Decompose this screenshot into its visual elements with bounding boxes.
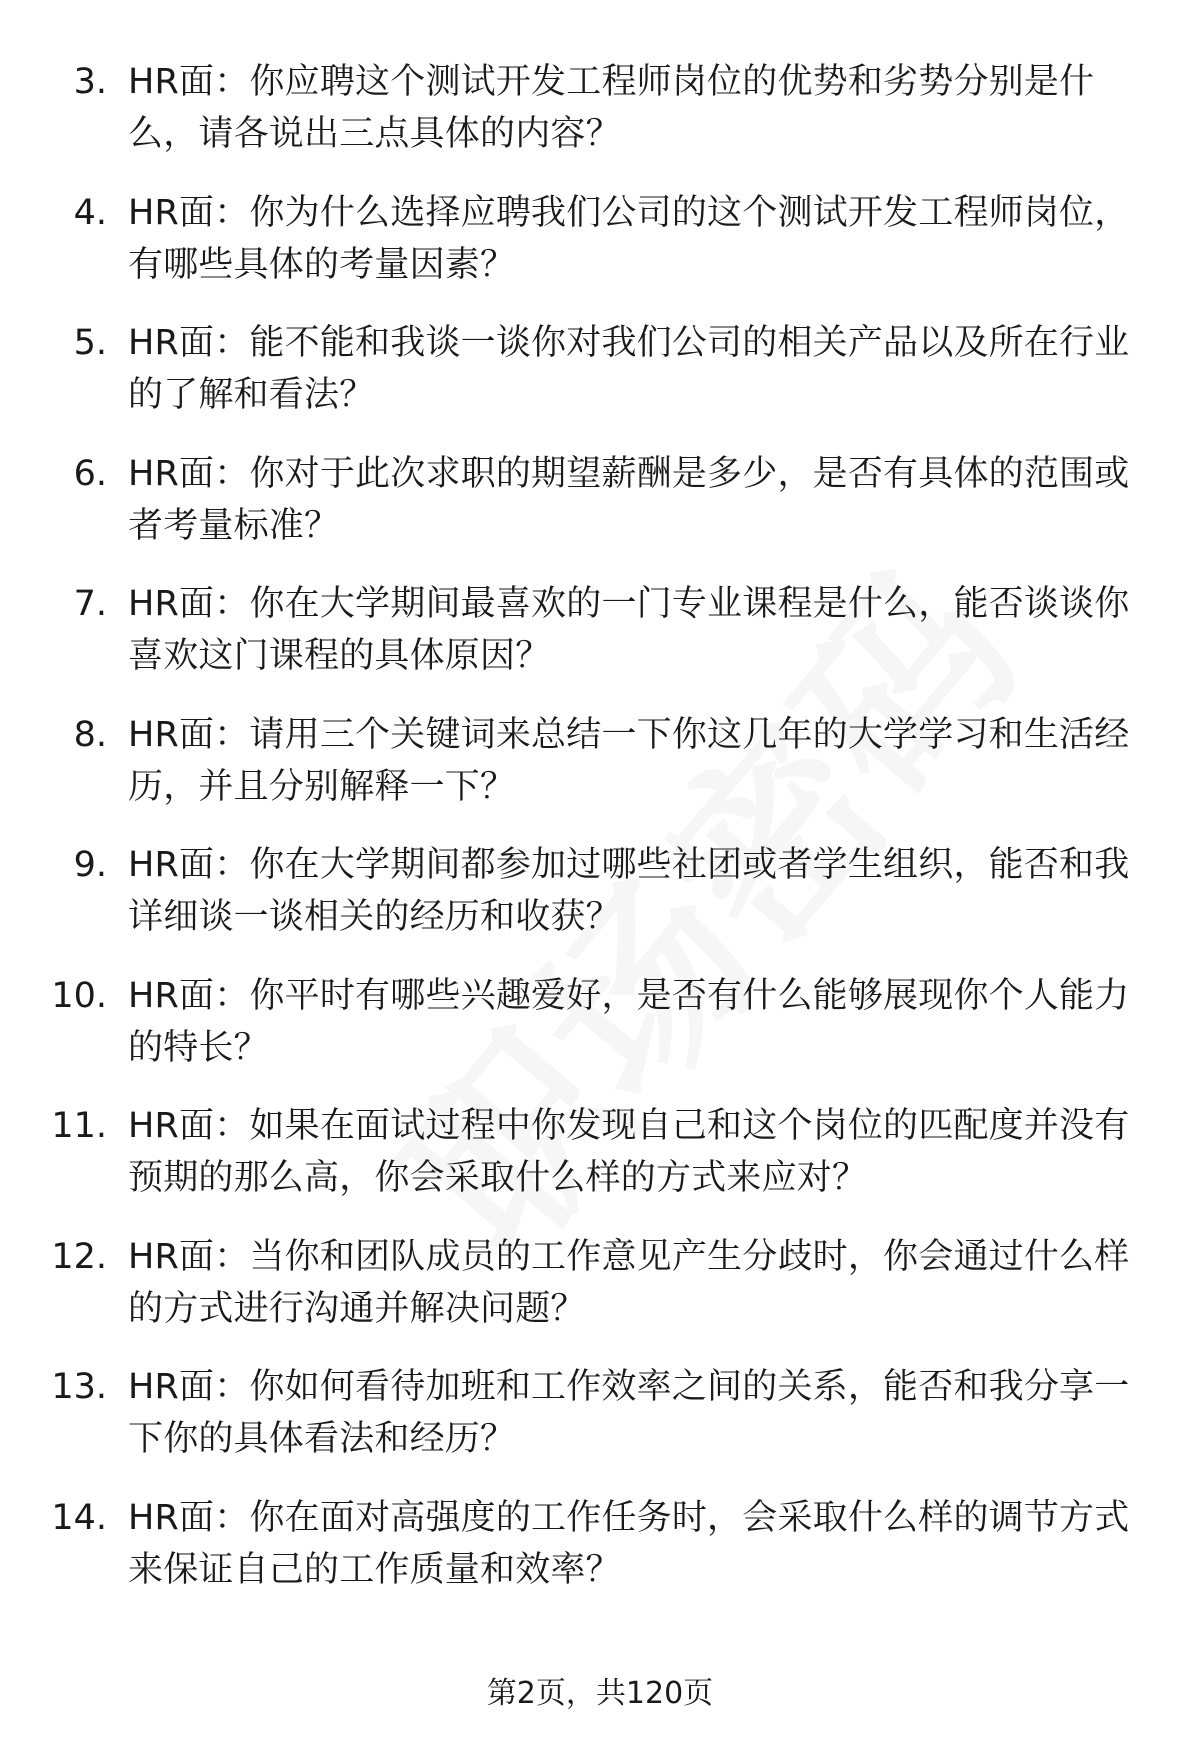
question-number: 10. (51, 975, 107, 1016)
question-text: HR面：当你和团队成员的工作意见产生分歧时，你会通过什么样的方式进行沟通并解决问题？ (128, 1236, 1130, 1329)
question-item (0, 1100, 1200, 1231)
question-number: 5. (73, 323, 107, 363)
question-text: HR面：请用三个关键词来总结一下你这几年的大学学习和生活经历，并且分别解释一下？ (128, 714, 1130, 807)
question-text: HR面：如果在面试过程中你发现自己和这个岗位的匹配度并没有预期的那么高，你会采取什么样的方式来应对？ (128, 1106, 1130, 1198)
question-item (0, 970, 1200, 1101)
question-item (0, 1492, 1200, 1623)
question-text: HR面：你为什么选择应聘我们公司的这个测试开发工程师岗位，有哪些具体的考量因素？ (128, 192, 1130, 285)
page-number-label: 第2页，共120页 (486, 1676, 714, 1711)
question-text: HR面：你在大学期间都参加过哪些社团或者学生组织，能否和我详细谈一谈相关的经历和收获？ (128, 845, 1130, 937)
question-item (0, 1361, 1200, 1492)
question-list (0, 56, 1200, 1622)
question-item (0, 317, 1200, 448)
question-item (0, 709, 1200, 840)
question-number: 3. (73, 62, 107, 102)
question-number: 4. (73, 192, 107, 233)
question-number: 12. (51, 1236, 107, 1277)
question-number: 14. (51, 1497, 107, 1538)
question-item (0, 1231, 1200, 1362)
question-number: 9. (73, 845, 107, 885)
page-footer (0, 1672, 1200, 1716)
question-text: HR面：你如何看待加班和工作效率之间的关系，能否和我分享一下你的具体看法和经历？ (128, 1367, 1130, 1459)
question-item (0, 187, 1200, 318)
question-text: HR面：你在面对高强度的工作任务时，会采取什么样的调节方式来保证自己的工作质量和效率？ (128, 1497, 1130, 1590)
question-number: 11. (51, 1106, 107, 1146)
question-text: HR面：你应聘这个测试开发工程师岗位的优势和劣势分别是什么，请各说出三点具体的内容？ (128, 62, 1095, 154)
question-item (0, 578, 1200, 709)
question-number: 13. (51, 1367, 107, 1407)
question-number: 6. (73, 453, 107, 494)
question-item (0, 839, 1200, 970)
question-text: HR面：能不能和我谈一谈你对我们公司的相关产品以及所在行业的了解和看法？ (128, 323, 1130, 415)
question-number: 7. (73, 584, 107, 624)
question-text: HR面：你平时有哪些兴趣爱好，是否有什么能够展现你个人能力的特长？ (128, 975, 1130, 1068)
question-number: 8. (73, 714, 107, 755)
question-item (0, 56, 1200, 187)
question-text: HR面：你在大学期间最喜欢的一门专业课程是什么，能否谈谈你喜欢这门课程的具体原因？ (128, 584, 1130, 676)
question-text: HR面：你对于此次求职的期望薪酬是多少，是否有具体的范围或者考量标准？ (128, 453, 1130, 546)
question-item (0, 448, 1200, 579)
